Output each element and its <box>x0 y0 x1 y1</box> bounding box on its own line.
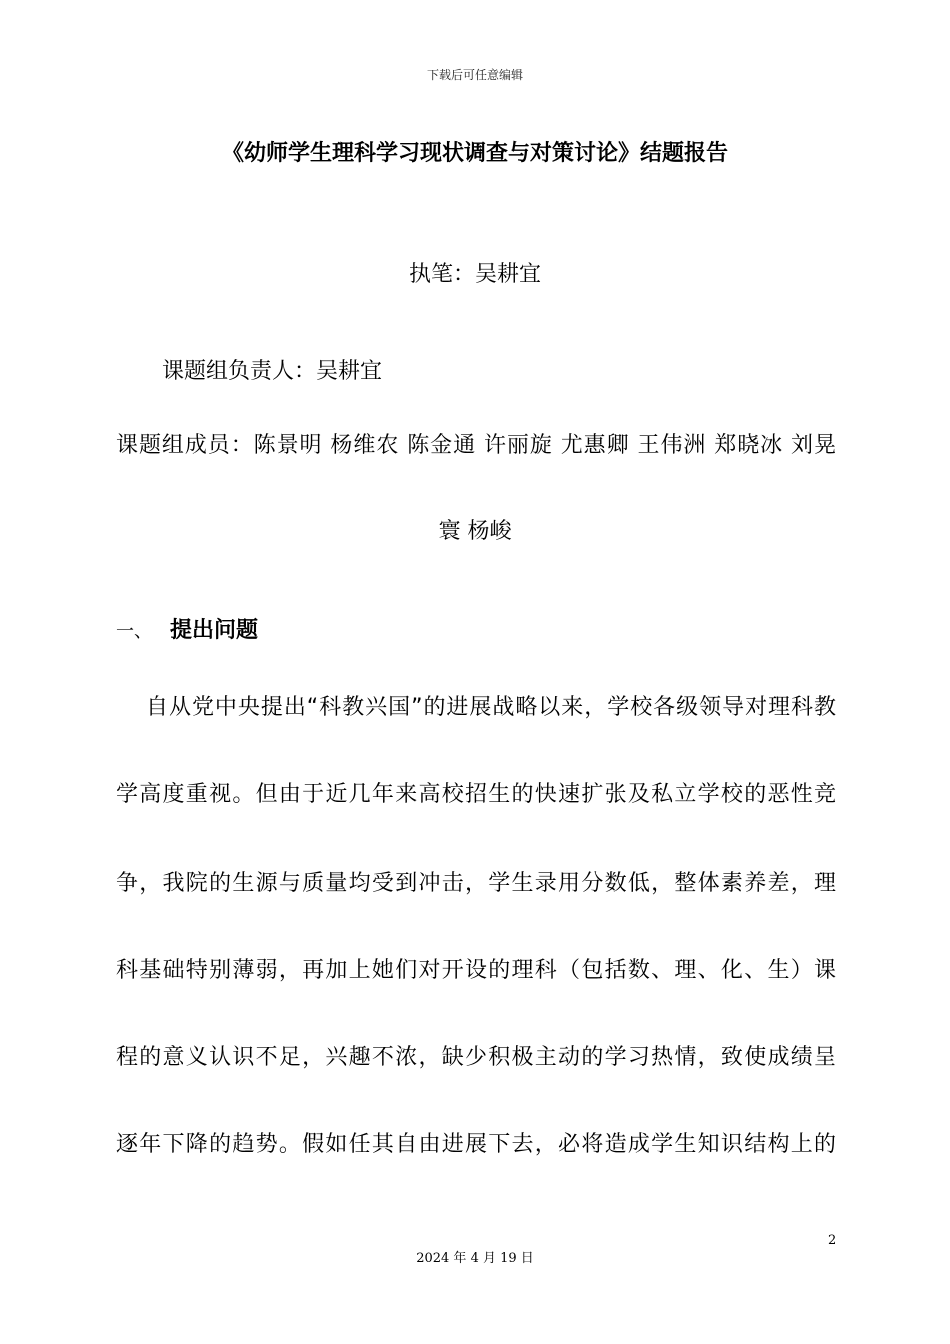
paragraph-line: 争，我院的生源与质量均受到冲击，学生录用分数低，整体素养差，理 <box>116 871 836 896</box>
project-members-continuation: 寰 杨峻 <box>438 519 512 544</box>
page-number: 2 <box>828 1233 837 1248</box>
project-members-line: 课题组成员：陈景明 杨维农 陈金通 许丽旋 尤惠卿 王伟洲 郑晓冰 刘晃 <box>116 433 836 458</box>
author-line: 执笔：吴耕宜 <box>408 262 541 287</box>
document-title: 《幼师学生理科学习现状调查与对策讨论》结题报告 <box>221 141 728 166</box>
paragraph-line: 逐年下降的趋势。假如任其自由进展下去，必将造成学生知识结构上的 <box>116 1132 836 1157</box>
paragraph-line: 学高度重视。但由于近几年来高校招生的快速扩张及私立学校的恶性竞 <box>116 782 836 807</box>
project-leader-line: 课题组负责人：吴耕宜 <box>162 359 383 384</box>
paragraph-line: 程的意义认识不足，兴趣不浓，缺少积极主动的学习热情，致使成绩呈 <box>116 1045 836 1070</box>
section-title: 提出问题 <box>170 618 259 643</box>
section-number: 一、 <box>116 621 152 642</box>
header-note: 下载后可任意编辑 <box>426 68 523 82</box>
footer-date: 2024 年 4 月 19 日 <box>416 1251 534 1266</box>
paragraph-line: 自从党中央提出“科教兴国”的进展战略以来，学校各级领导对理科教 <box>146 695 836 720</box>
section-heading <box>116 613 258 644</box>
paragraph-line: 科基础特别薄弱，再加上她们对开设的理科（包括数、理、化、生）课 <box>116 958 836 983</box>
